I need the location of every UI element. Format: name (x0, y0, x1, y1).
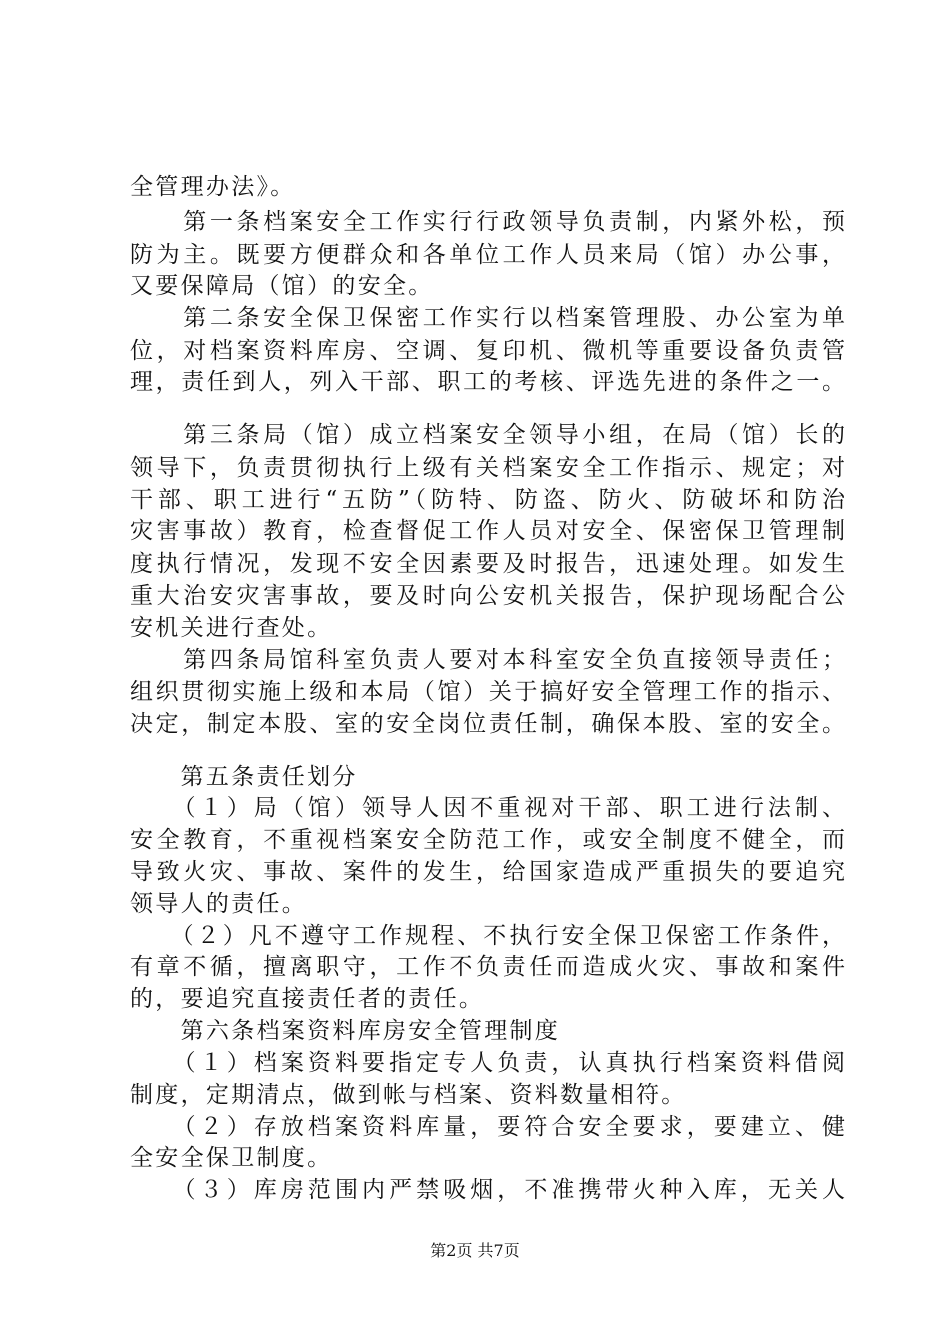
text-line: 度执行情况，发现不安全因素要及时报告，迅速处理。如发生 (130, 551, 845, 577)
text-line: 领导人的责任。 (130, 891, 308, 917)
text-line: 第五条责任划分 (130, 764, 358, 790)
text-line: 第六条档案资料库房安全管理制度 (130, 1018, 561, 1044)
text-line: 干部、职工进行“五防”（防特、防盗、防火、防破坏和防治 (130, 487, 845, 513)
text-line: 位，对档案资料库房、空调、复印机、微机等重要设备负责管 (130, 338, 845, 364)
text-line: 防为主。既要方便群众和各单位工作人员来局（馆）办公事， (130, 242, 845, 268)
text-line: （１）档案资料要指定专人负责，认真执行档案资料借阅 (130, 1050, 845, 1076)
text-line: 理，责任到人，列入干部、职工的考核、评选先进的条件之一。 (130, 369, 845, 395)
text-line: 的，要追究直接责任者的责任。 (130, 986, 485, 1012)
text-line: 全管理办法》。 (130, 174, 296, 200)
text-line: （２）凡不遵守工作规程、不执行安全保卫保密工作条件， (130, 923, 845, 949)
text-line: 安全教育，不重视档案安全防范工作，或安全制度不健全，而 (130, 827, 845, 853)
text-line: 决定，制定本股、室的安全岗位责任制，确保本股、室的安全。 (130, 711, 845, 737)
text-line: 重大治安灾害事故，要及时向公安机关报告，保护现场配合公 (130, 583, 845, 609)
text-line: 制度，定期清点，做到帐与档案、资料数量相符。 (130, 1082, 687, 1108)
text-line: 全安全保卫制度。 (130, 1145, 333, 1171)
text-line: 第三条局（馆）成立档案安全领导小组，在局（馆）长的 (130, 422, 845, 448)
text-line: 导致火灾、事故、案件的发生，给国家造成严重损失的要追究 (130, 859, 845, 885)
page-footer: 第2页 共7页 (430, 1241, 520, 1260)
text-line: 组织贯彻实施上级和本局（馆）关于搞好安全管理工作的指示、 (130, 679, 845, 705)
text-line: （２）存放档案资料库量，要符合安全要求，要建立、健 (130, 1114, 845, 1140)
text-line: 灾害事故）教育，检查督促工作人员对安全、保密保卫管理制 (130, 518, 845, 544)
text-line: （１）局（馆）领导人因不重视对干部、职工进行法制、 (130, 795, 845, 821)
text-line: 第一条档案安全工作实行行政领导负责制，内紧外松，预 (130, 209, 845, 235)
text-line: 第二条安全保卫保密工作实行以档案管理股、办公室为单 (130, 305, 845, 331)
text-line: 安机关进行查处。 (130, 615, 333, 641)
text-line: 领导下，负责贯彻执行上级有关档案安全工作指示、规定；对 (130, 455, 845, 481)
text-line: 又要保障局（馆）的安全。 (130, 273, 434, 299)
text-line: 有章不循，擅离职守，工作不负责任而造成火灾、事故和案件 (130, 954, 845, 980)
text-line: 第四条局馆科室负责人要对本科室安全负直接领导责任； (130, 647, 845, 673)
text-line: （３）库房范围内严禁吸烟，不准携带火种入库，无关人 (130, 1177, 845, 1203)
